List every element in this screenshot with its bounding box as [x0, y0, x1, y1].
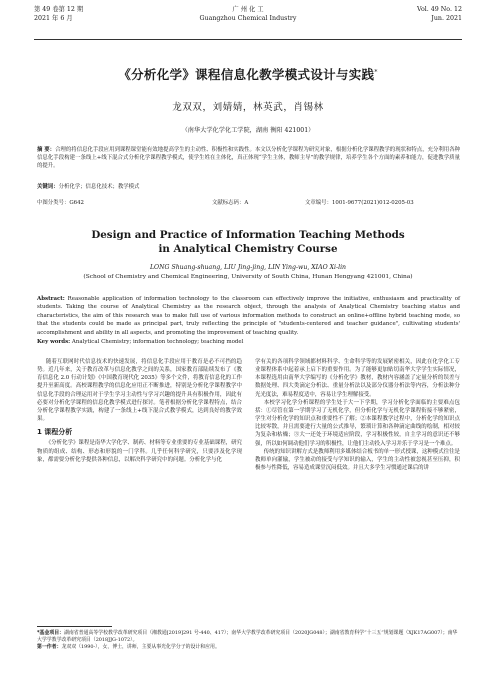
- footnote: [37, 630, 460, 651]
- article-number: 文章编号：1001-9677(2021)012-0205-03: [305, 200, 414, 206]
- keywords-english: [37, 338, 460, 346]
- running-header: [34, 5, 462, 37]
- header-journal-name: 广 州 化 工 Guangzhou Chemical Industry: [199, 6, 297, 22]
- title-english: Design and Practice of Information Teaching Methods in Analytical Chemistry Course: [91, 229, 405, 255]
- body-paragraph: 学有关的各项科学领域都材料科学、生命科学等的发展紧密相关，因此在化学化工专业课程体系中起着承上启下的重要作用。为了能够更加贴切南华大学学生实际情况，本课程选用由南华大学编写的《分析化学》教材，教材内容涵盖了定量分析的误差与数据处理、四大类滴定分析法、重量分析法以及部分仪器分析法等内容，分析法种分光光度法，难易程度适中，容易让学生理解接受。: [255, 359, 460, 398]
- body-paragraph: 传统的知识讲解方式是教师利用多媒体结合板书的单一形式授课，这种模式往往是教师单向灌输，学生被动的接受与学知识的输入，学生的主动性被忽视甚至压抑，积极参与性降低，容易造成课堂沉闷低效。并且大多学生习惯通过课后的讲: [255, 448, 460, 472]
- affiliation-english: (School of Chemistry and Chemical Engineering, University of South China, Hunan Hengyang 421001, China): [83, 274, 413, 280]
- abstract-en-label: Abstract:: [37, 296, 65, 302]
- body-paragraph: 本校学习化学分析课程的学生处于大一下学期，学习分析化学面临的主要难点包括：①尽管在第一学期学习了无机化学，但分析化学与无机化学课程衔接不够紧密，学生对分析化学的知识点和重要性不了解；②本课程教学过程中，分析化学的知识点比较零散，并且需要进行大量的公式推导，繁琐计算和各种滴定曲线的绘制，相对较为复杂和枯燥；③大一还处于环境适应阶段，学习积极性较，自主学习的意识还不够强，所以如何调动他们学习的积极性，让他们主动投入学习并乐于学习是一个难点。: [255, 399, 460, 447]
- footnote-fund: *基金项目：湖南省普通高等学校教学改革研究项目（湘教通[2019]291 号-440、417）；南华大学教学改革研究项目（2020JG048）；湖南省教育科学“十三五”规划课题（XJK17AG007）；南华大学学教学改革研究项目（2018JJG-1072）。: [37, 630, 458, 643]
- keywords-en-label: Key words:: [37, 339, 71, 345]
- keywords-en-text: Analytical Chemistry; information technology; teaching model: [71, 339, 244, 345]
- authors-english: LONG Shuang-shuang, LIU Jing-jing, LIN Ying-wu, XIAO Xi-lin: [149, 264, 347, 271]
- header-issue: Vol. 49 No. 12 Jun. 2021: [417, 6, 462, 22]
- abstract-cn-label: 摘 要：: [37, 147, 56, 153]
- keywords-cn-text: 分析化学；信息化技术；教学模式: [58, 184, 140, 190]
- document-code: 文献标志码：A: [212, 200, 249, 206]
- header-rule: [34, 39, 462, 40]
- abstract-english: [37, 295, 460, 337]
- abstract-chinese: [37, 146, 460, 171]
- keywords-cn-label: 关键词：: [37, 184, 59, 190]
- clc-number: 中图分类号：G642: [37, 200, 84, 206]
- header-volume: 第 49 卷第 12 期 2021 年 6 月: [34, 6, 84, 22]
- title-footnote-mark: *: [374, 68, 378, 76]
- authors-chinese: 龙双双，刘婧婧，林英武，肖锡林: [172, 102, 324, 113]
- section-heading: 1 课程分析: [37, 428, 73, 437]
- keywords-chinese: [37, 183, 460, 191]
- body-paragraph: 《分析化学》课程是南华大学化学、制药、材料等专业重要的专业基础课程，研究物质的组成、结构、形态和形貌的一门学科。几乎任何科学研究，只要涉及化学现象，都需要分析化学提供各种信息，以解决科学研究中的问题。分析化学与化: [37, 440, 242, 463]
- footnote-first-author: 第一作者：龙双双（1990-），女，博士，讲师，主要从事光化学分子的设计和应用。: [37, 644, 220, 650]
- body-column-left: [37, 358, 242, 464]
- abstract-en-text: Reasonable application of information technology to the classroom can effectively improve the initiative, enthusiasm and practicality of students. Taking the course of Analytical Chemistry as the research object, through the analysis of Analytical Chemistry teaching status and characteristics, the aim of this research was to make full use of various information methods to construct an online+offline hybrid teaching mode, so that the students could be made as principal part, truly reflecting the principle of "students-centered and teacher guidance", cultivating students' accomplishment and ability in all aspects, and promoting the improvement of teaching quality.: [37, 296, 460, 336]
- abstract-cn-text: 合理的将信息化手段应用到课程课堂能有效地提高学生的主动性、积极性和实践性。本文以分析化学课程为研究对象，根据分析化学课程教学的现状和特点，充分利用各种信息化手段构建一条线上+线下混合式分析化学课程教学模式，使学生姓在主体化，真正体现“学生主体，教师主导”的教学规律，培养学生各个方面的素养和能力，促进教学质量的提升。: [37, 147, 460, 170]
- footnote-rule: [37, 626, 112, 627]
- title-chinese: 《分析化学》课程信息化教学模式设计与实践*: [118, 67, 378, 82]
- affiliation-chinese: （南华大学化学化工学院，湖南 衡阳 421001）: [181, 127, 315, 134]
- body-paragraph: 随着互联网时代信息技术的快速发展，将信息化手段应用于教育是必不可挡的趋势。近几年来，关于教育改革与信息化教学之间的关系，国家教育部陆续发布了《教育信息化 2.0 行动计划》《中国教育现代化 2035》等多个文件，将教育信息化的工作提升至新高度。高校课程教学的信息化应用正不断推进，特别是分析化学课程教学中信息化手段的合理运用对于学生学习主动性与学习兴趣的提升具有积极作用，因此有必要对分析化学课程的信息化教学模式进行探讨。笔者根据分析化学课程特点，结合分析化学课程教学实践，构建了一条线上+线下混合式教学模式，达到良好的教学效果。: [37, 359, 242, 423]
- body-column-right: [255, 358, 460, 472]
